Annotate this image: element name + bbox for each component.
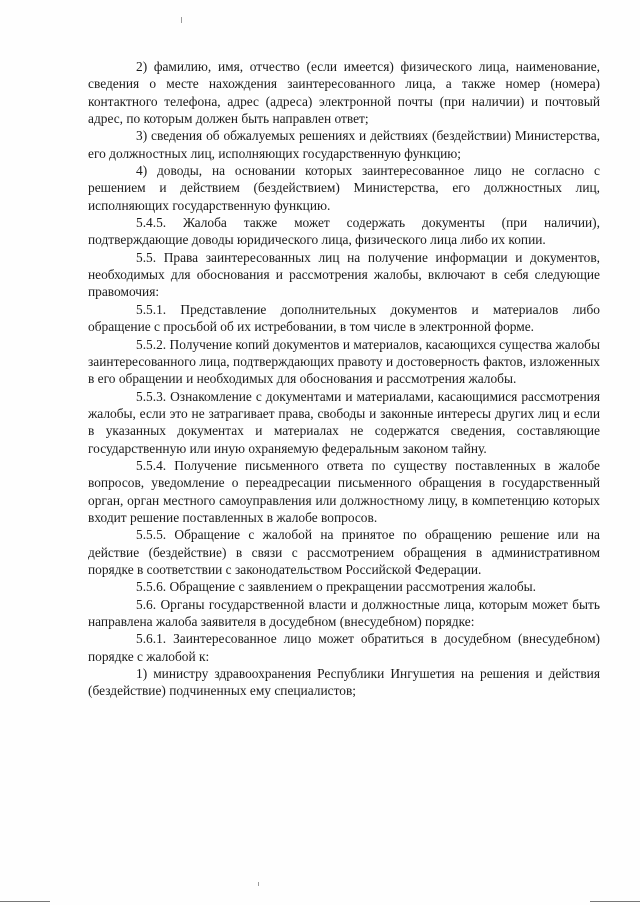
scan-speck bbox=[258, 882, 259, 886]
paragraph: 5.5.1. Представление дополнительных документов и материалов либо обращение с просьбой об их истребовании, в том числе в электронной форме. bbox=[88, 301, 600, 335]
paragraph: 5.4.5. Жалоба также может содержать документы (при наличии), подтверждающие доводы юридического лица, физического лица либо их копии. bbox=[88, 215, 600, 248]
document-body bbox=[88, 58, 600, 700]
scan-edge-line bbox=[590, 901, 640, 902]
scan-edge-line bbox=[0, 901, 50, 902]
paragraph: 2) фамилию, имя, отчество (если имеется) физического лица, наименование, сведения о месте нахождения заинтересованного лица, а также номер (номера) контактного телефона, адрес (адреса) электронной почты (при наличии) и почтовый адрес, по которым должен быть направлен ответ; bbox=[88, 59, 600, 127]
paragraph: 5.5.6. Обращение с заявлением о прекращении рассмотрения жалобы. bbox=[136, 579, 536, 595]
paragraph: 3) сведения об обжалуемых решениях и действиях (бездействии) Министерства, его должностных лиц, исполняющих государственную функцию; bbox=[88, 128, 600, 161]
scan-speck bbox=[181, 17, 182, 23]
paragraph: 5.5. Права заинтересованных лиц на получение информации и документов, необходимых для обоснования и рассмотрения жалобы, включают в себя следующие правомочия: bbox=[88, 249, 600, 300]
paragraph: 1) министру здравоохранения Республики Ингушетия на решения и действия (бездействие) подчиненных ему специалистов; bbox=[88, 666, 600, 699]
paragraph: 4) доводы, на основании которых заинтересованное лицо не согласно с решением и действием (бездействием) Министерства, его должностных лиц, исполняющих государственную функцию. bbox=[88, 163, 600, 213]
paragraph: 5.5.2. Получение копий документов и материалов, касающихся существа жалобы заинтересованного лица, подтверждающих правоту и достоверность фактов, изложенных в его обращении и необходимых для обоснования и рассмотрения жалобы. bbox=[88, 336, 600, 387]
paragraph: 5.5.3. Ознакомление с документами и материалами, касающимися рассмотрения жалобы, если это не затрагивает права, свободы и законные интересы других лиц и если в указанных документах и материалах не содержатся сведения, составляющие государственную или иную охраняемую федеральным законом тайну. bbox=[88, 388, 600, 456]
paragraph: 5.5.4. Получение письменного ответа по существу поставленных в жалобе вопросов, уведомление о переадресации письменного обращения в государственный орган, орган местного самоуправления или должностному лицу, в компетенцию которых входит решение поставленных в жалобе вопросов. bbox=[88, 457, 600, 525]
paragraph: 5.5.5. Обращение с жалобой на принятое по обращению решение или на действие (бездействие) в связи с рассмотрением обращения в административном порядке в соответствии с законодательством Российской Федерации. bbox=[88, 527, 600, 577]
paragraph: 5.6.1. Заинтересованное лицо может обратиться в досудебном (внесудебном) порядке с жалобой к: bbox=[88, 631, 600, 664]
paragraph: 5.6. Органы государственной власти и должностные лица, которым может быть направлена жалоба заявителя в досудебном (внесудебном) порядке: bbox=[88, 596, 600, 629]
